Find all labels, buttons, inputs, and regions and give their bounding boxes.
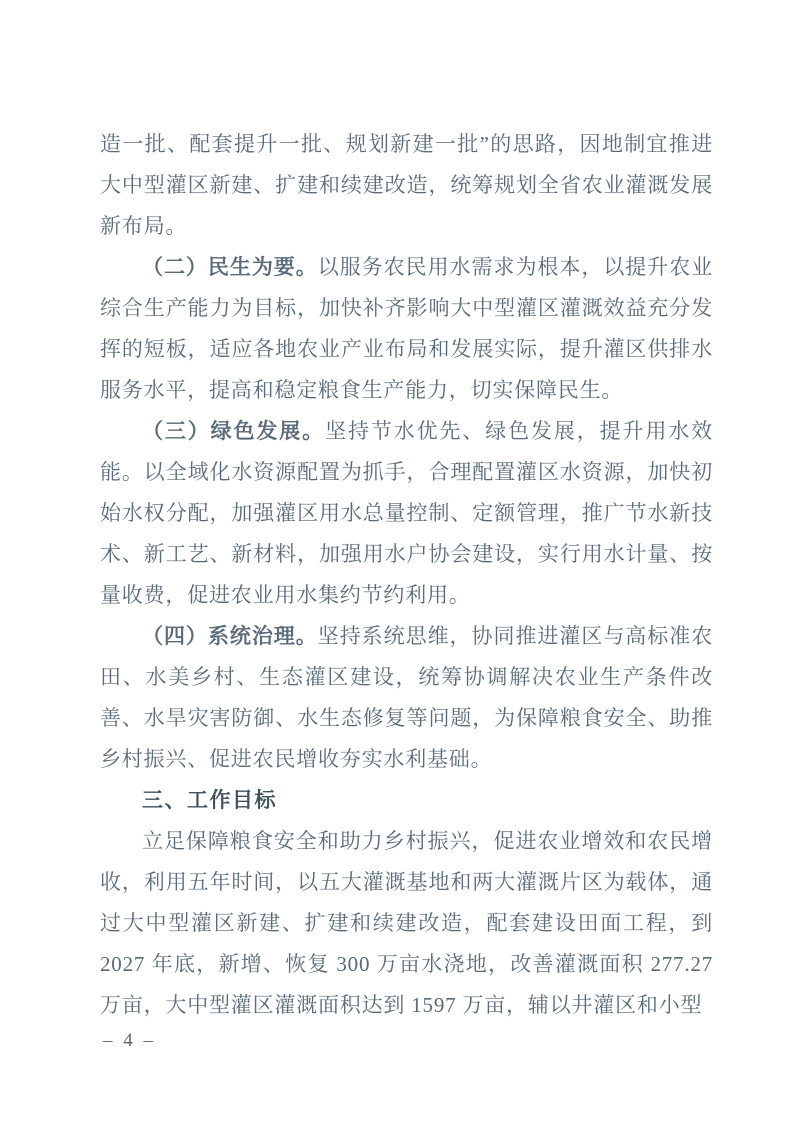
paragraph-text: 坚持系统思维，协同推进灌区与高标准农田、水美乡村、生态灌区建设，统筹协调解决农业生产条件改善、水旱灾害防御、水生态修复等问题，为保障粮食安全、助推乡村振兴、促进农民增收夯实水利基础。	[100, 624, 713, 771]
paragraph-lead: （二）民生为要。	[142, 255, 318, 279]
paragraph-lead: （三）绿色发展。	[142, 419, 326, 443]
section-heading-work-goals: 三、工作目标	[142, 788, 277, 812]
page-number: – 4 –	[103, 1030, 156, 1051]
paragraph-principle-2	[100, 247, 713, 411]
paragraph-text: 以服务农民用水需求为根本，以提升农业综合生产能力为目标，加快补齐影响大中型灌区灌溉效益充分发挥的短板，适应各地农业产业布局和发展实际，提升灌区供排水服务水平，提高和稳定粮食生产能力，切实保障民生。	[100, 255, 713, 402]
paragraph-principle-3	[100, 411, 713, 616]
paragraph-continuation: 造一批、配套提升一批、规划新建一批”的思路，因地制宜推进大中型灌区新建、扩建和续建改造，统筹规划全省农业灌溉发展新布局。	[100, 132, 713, 238]
paragraph-principle-4	[100, 616, 713, 780]
paragraph-text: 坚持节水优先、绿色发展，提升用水效能。以全域化水资源配置为抓手，合理配置灌区水资源，加快初始水权分配，加强灌区用水总量控制、定额管理，推广节水新技术、新工艺、新材料，加强用水户协会建设，实行用水计量、按量收费，促进农业用水集约节约利用。	[100, 419, 713, 607]
document-body	[100, 124, 713, 1026]
paragraph-work-goals: 立足保障粮食安全和助力乡村振兴，促进农业增效和农民增收，利用五年时间，以五大灌溉基地和两大灌溉片区为载体，通过大中型灌区新建、扩建和续建改造，配套建设田面工程，到 2027 年底，新增、恢复 300 万亩水浇地，改善灌溉面积 277.27 万亩，大中型灌区灌溉面积达到 1597 万亩，辅以井灌区和小型	[100, 829, 713, 1017]
paragraph-lead: （四）系统治理。	[142, 624, 318, 648]
